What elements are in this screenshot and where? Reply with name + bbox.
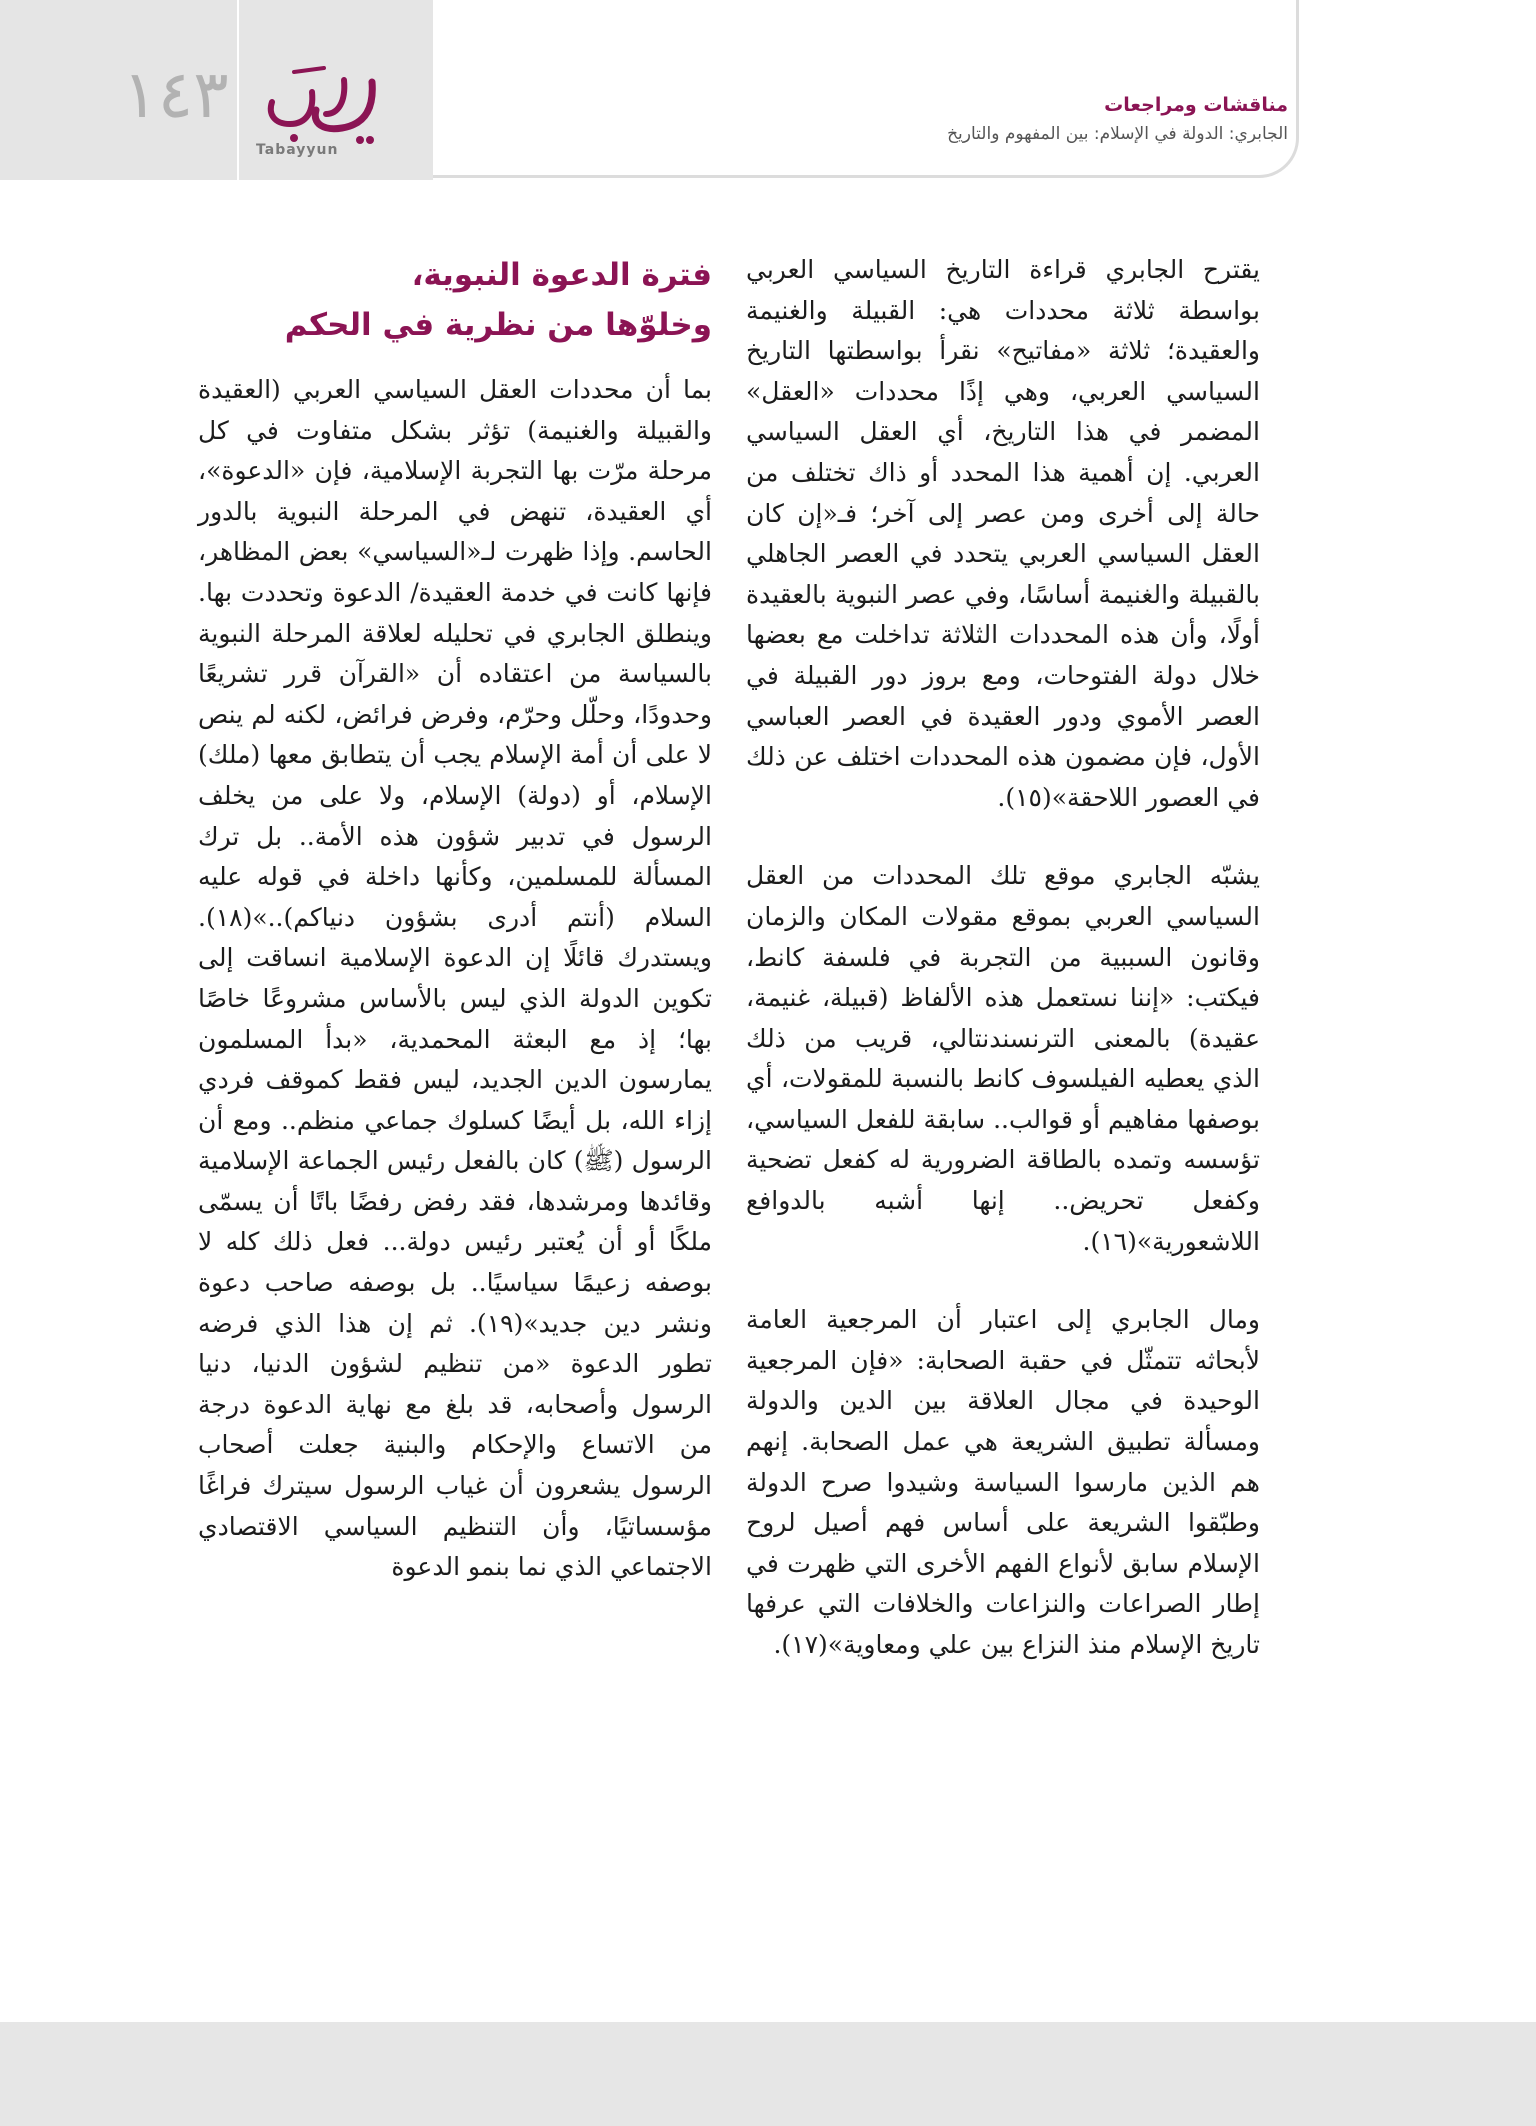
tabayyun-logo	[254, 62, 389, 162]
paragraph: ومال الجابري إلى اعتبار أن المرجعية العامة لأبحاثه تتمثّل في حقبة الصحابة: «فإن المرجعية الوحيدة في مجال العلاقة بين الدين والدولة ومسألة تطبيق الشريعة هي عمل الصحابة. إنهم هم الذين مارسوا السياسة وشيدوا صرح الدولة وطبّقوا الشريعة على أساس فهم أصيل لروح الإسلام سابق لأنواع الفهم الأخرى التي ظهرت في إطار الصراعات والنزاعات والخلافات التي عرفها تاريخ الإسلام منذ النزاع بين علي ومعاوية»(١٧).	[746, 1305, 1260, 1659]
article-heading-line: فترة الدعوة النبوية،	[411, 257, 712, 293]
article-heading	[198, 250, 712, 350]
paragraph: بما أن محددات العقل السياسي العربي (العقيدة والقبيلة والغنيمة) تؤثر بشكل متفاوت في كل مرحلة مرّت بها التجربة الإسلامية، فإن «الدعوة»، أي العقيدة، تنهض في المرحلة النبوية بالدور الحاسم. وإذا ظهرت لـ«السياسي» بعض المظاهر، فإنها كانت في خدمة العقيدة/ الدعوة وتحددت بها. وينطلق الجابري في تحليله لعلاقة المرحلة النبوية بالسياسة من اعتقاده أن «القرآن قرر تشريعًا وحدودًا، وحلّل وحرّم، وفرض فرائض، لكنه لم ينص لا على أن أمة الإسلام يجب أن يتطابق معها (ملك) الإسلام، أو (دولة) الإسلام، ولا على من يخلف الرسول في تدبير شؤون هذه الأمة.. بل ترك المسألة للمسلمين، وكأنها داخلة في قوله عليه السلام (أنتم أدرى بشؤون دنياكم)..»(١٨). ويستدرك قائلًا إن الدعوة الإسلامية انساقت إلى تكوين الدولة الذي ليس بالأساس مشروعًا خاصًا بها؛ إذ مع البعثة المحمدية، «بدأ المسلمون يمارسون الدين الجديد، ليس فقط كموقف فردي إزاء الله، بل أيضًا كسلوك جماعي منظم.. ومع أن الرسول (ﷺ) كان بالفعل رئيس الجماعة الإسلامية وقائدها ومرشدها، فقد رفض رفضًا باتًا أن يسمّى ملكًا أو أن يُعتبر رئيس دولة... فعل ذلك كله لا بوصفه زعيمًا سياسيًا.. بل بوصفه صاحب دعوة ونشر دين جديد»(١٩). ثم إن هذا الذي فرضه تطور الدعوة «من تنظيم لشؤون الدنيا، دنيا الرسول وأصحابه، قد بلغ مع نهاية الدعوة درجة من الاتساع والإحكام والبنية جعلت أصحاب الرسول يشعرون أن غياب الرسول سيترك فراغًا مؤسساتيًا، وأن التنظيم السياسي الاقتصادي الاجتماعي الذي نما بنمو الدعوة	[198, 375, 712, 1582]
footer-band	[0, 2022, 1536, 2126]
page-number: ١٤٣	[122, 56, 229, 133]
header-frame	[433, 0, 1299, 178]
left-column	[198, 370, 712, 1588]
section-subtitle: الجابري: الدولة في الإسلام: بين المفهوم والتاريخ	[947, 124, 1288, 144]
header-divider	[237, 0, 239, 180]
right-column	[746, 250, 1260, 1666]
section-title: مناقشات ومراجعات	[1104, 94, 1288, 116]
logo-latin-text: Tabayyun	[256, 142, 339, 158]
article-heading-line: وخلوّها من نظرية في الحكم	[284, 307, 712, 343]
paragraph: يشبّه الجابري موقع تلك المحددات من العقل السياسي العربي بموقع مقولات المكان والزمان وقانون السببية من التجربة في فلسفة كانط، فيكتب: «إننا نستعمل هذه الألفاظ (قبيلة، غنيمة، عقيدة) بالمعنى الترنسندنتالي، قريب من ذلك الذي يعطيه الفيلسوف كانط بالنسبة للمقولات، أي بوصفها مفاهيم أو قوالب.. سابقة للفعل السياسي، تؤسسه وتمده بالطاقة الضرورية له كفعل تضحية وكفعل تحريض.. إنها أشبه بالدوافع اللاشعورية»(١٦).	[746, 861, 1260, 1256]
paragraph: يقترح الجابري قراءة التاريخ السياسي العربي بواسطة ثلاثة محددات هي: القبيلة والغنيمة والعقيدة؛ ثلاثة «مفاتيح» نقرأ بواسطتها التاريخ السياسي العربي، وهي إذًا محددات «العقل» المضمر في هذا التاريخ، أي العقل السياسي العربي. إن أهمية هذا المحدد أو ذاك تختلف من حالة إلى أخرى ومن عصر إلى آخر؛ فـ«إن كان العقل السياسي العربي يتحدد في العصر الجاهلي بالقبيلة والغنيمة أساسًا، وفي عصر النبوية بالعقيدة أولًا، وأن هذه المحددات الثلاثة تداخلت مع بعضها خلال دولة الفتوحات، ومع بروز دور القبيلة في العصر الأموي ودور العقيدة في العصر العباسي الأول، فإن مضمون هذه المحددات اختلف عن ذلك في العصور اللاحقة»(١٥).	[746, 255, 1260, 812]
